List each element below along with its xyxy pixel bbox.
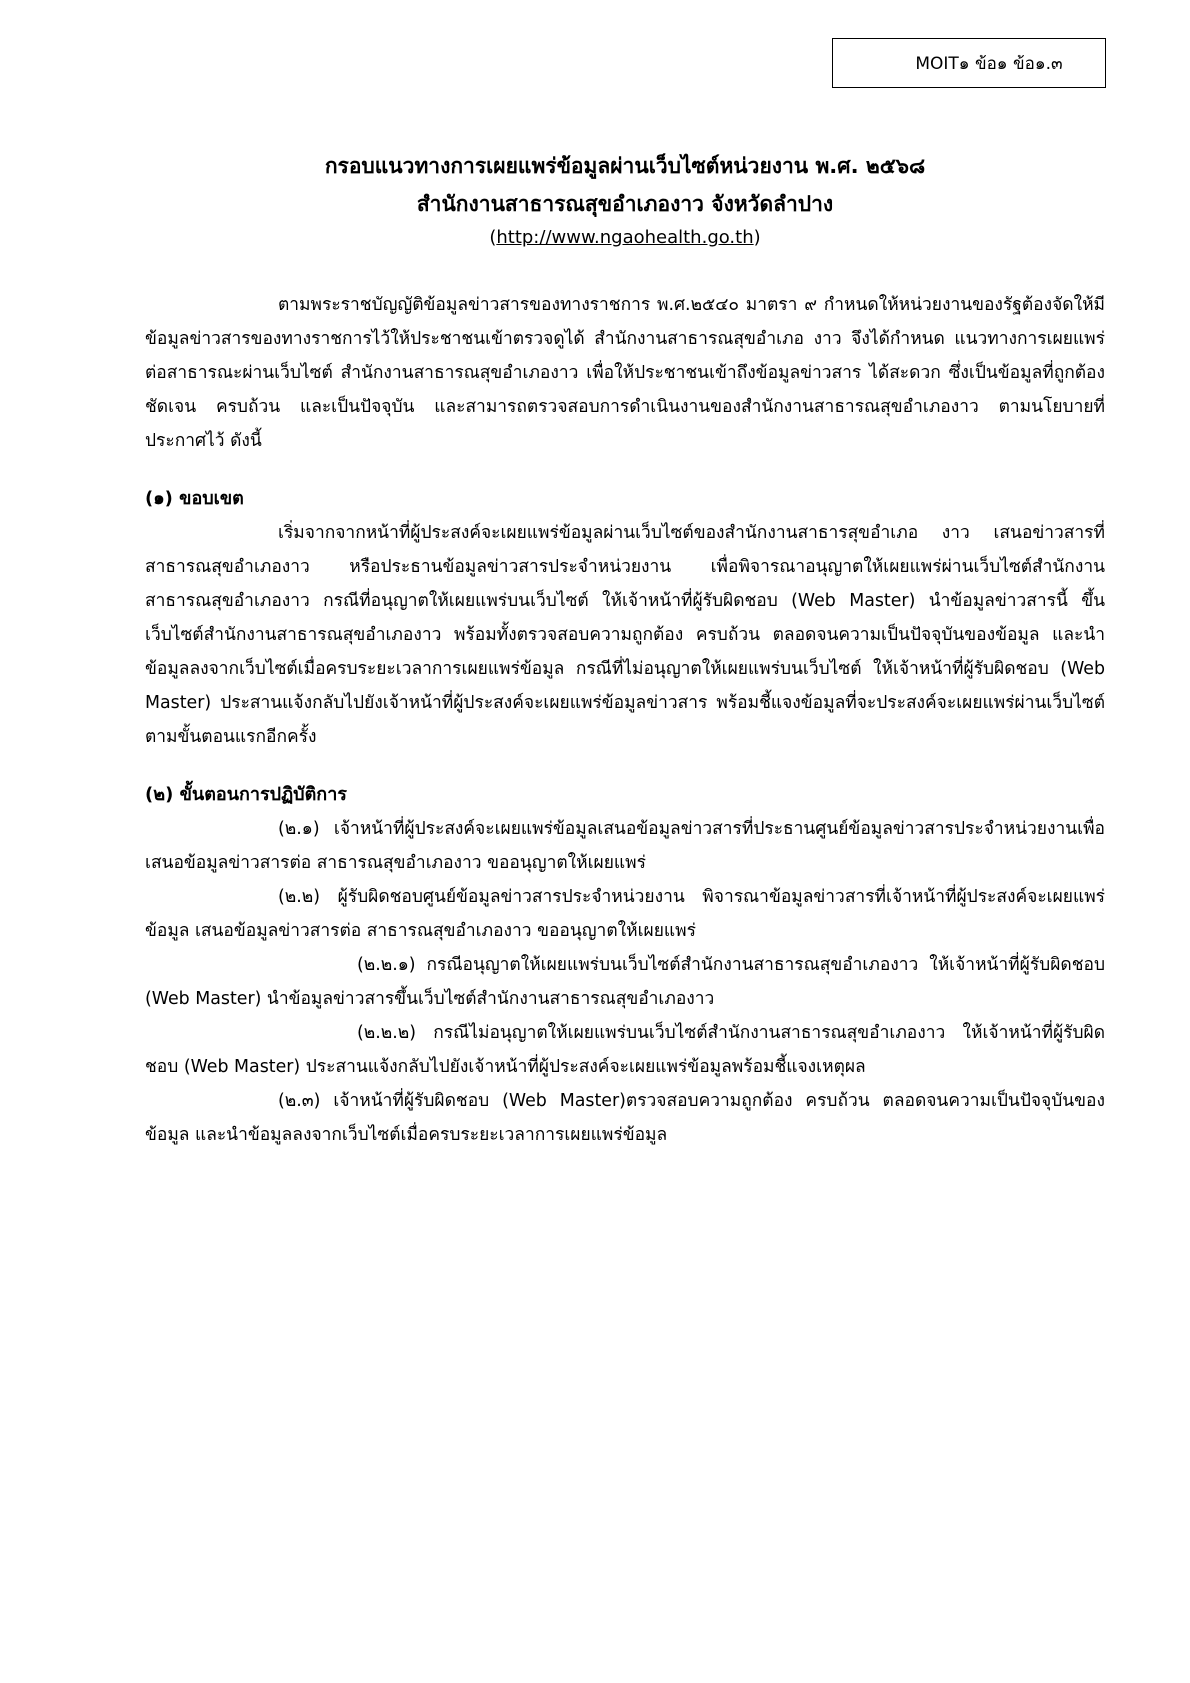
document-title: กรอบแนวทางการเผยแพร่ข้อมูลผ่านเว็บไซต์หน่วยงาน พ.ศ. ๒๕๖๘ bbox=[324, 154, 926, 178]
section-2-heading: (๒) ขั้นตอนการปฏิบัติการ bbox=[145, 784, 347, 805]
item-2-2-1: (๒.๒.๑) กรณีอนุญาตให้เผยแพร่บนเว็บไซต์สำนักงานสาธารณสุขอำเภองาว ให้เจ้าหน้าที่ผู้รับผิดชอบ (Web Master) นำข้อมูลข่าวสารขึ้นเว็บไซต์สำนักงานสาธารณสุขอำเภองาว bbox=[145, 955, 1105, 1009]
item-2-3: (๒.๓) เจ้าหน้าที่ผู้รับผิดชอบ (Web Master)ตรวจสอบความถูกต้อง ครบถ้วน ตลอดจนความเป็นปัจจุบันของข้อมูล และนำข้อมูลลงจากเว็บไซต์เมื่อครบระยะเวลาการเผยแพร่ข้อมูล bbox=[145, 1091, 1105, 1145]
url-close-paren: ) bbox=[753, 227, 761, 248]
intro-paragraph bbox=[145, 288, 1105, 458]
organization-name: สำนักงานสาธารณสุขอำเภองาว จังหวัดลำปาง bbox=[416, 192, 834, 216]
website-url-line bbox=[145, 223, 1105, 253]
section-1-text: เริ่มจากจากหน้าที่ผู้ประสงค์จะเผยแพร่ข้อมูลผ่านเว็บไซต์ของสำนักงานสาธารสุขอำเภอ งาว เสนอข่าวสารที่ สาธารณสุขอำเภองาว หรือประธานข้อมูลข่าวสารประจำหน่วยงาน เพื่อพิจารณาอนุญาตให้เผยแพร่ผ่านเว็บไซต์สำนักงานสาธารณสุขอำเภองาว กรณีที่อนุญาตให้เผยแพร่บนเว็บไซต์ ให้เจ้าหน้าที่ผู้รับผิดชอบ (Web Master) นำข้อมูลข่าวสารนี้ ขึ้นเว็บไซต์สำนักงานสาธารณสุขอำเภองาว พร้อมทั้งตรวจสอบความถูกต้อง ครบถ้วน ตลอดจนความเป็นปัจจุบันของข้อมูล และนำข้อมูลลงจากเว็บไซต์เมื่อครบระยะเวลาการเผยแพร่ข้อมูล กรณีที่ไม่อนุญาตให้เผยแพร่บนเว็บไซต์ ให้เจ้าหน้าที่ผู้รับผิดชอบ (Web Master) ประสานแจ้งกลับไปยังเจ้าหน้าที่ผู้ประสงค์จะเผยแพร่ข้อมูลข่าวสาร พร้อมชี้แจงข้อมูลที่จะประสงค์จะเผยแพร่ผ่านเว็บไซต์ ตามขั้นตอนแรกอีกครั้ง bbox=[145, 523, 1105, 747]
item-2-1: (๒.๑) เจ้าหน้าที่ผู้ประสงค์จะเผยแพร่ข้อมูลเสนอข้อมูลข่าวสารที่ประธานศูนย์ข้อมูลข่าวสารประจำหน่วยงานเพื่อเสนอข้อมูลข่าวสารต่อ สาธารณสุขอำเภองาว ขออนุญาตให้เผยแพร่ bbox=[145, 819, 1105, 873]
section-procedure bbox=[145, 778, 1105, 1152]
intro-text: ตามพระราชบัญญัติข้อมูลข่าวสารของทางราชการ พ.ศ.๒๕๔๐ มาตรา ๙ กำหนดให้หน่วยงานของรัฐต้องจัดให้มีข้อมูลข่าวสารของทางราชการไว้ให้ประชาชนเข้าตรวจดูได้ สำนักงานสาธารณสุขอำเภอ งาว จึงได้กำหนด แนวทางการเผยแพร่ต่อสาธารณะผ่านเว็บไซต์ สำนักงานสาธารณสุขอำเภองาว เพื่อให้ประชาชนเข้าถึงข้อมูลข่าวสาร ได้สะดวก ซึ่งเป็นข้อมูลที่ถูกต้อง ชัดเจน ครบถ้วน และเป็นปัจจุบัน และสามารถตรวจสอบการดำเนินงานของสำนักงานสาธารณสุขอำเภองาว ตามนโยบายที่ประกาศไว้ ดังนี้ bbox=[145, 295, 1105, 451]
item-2-2: (๒.๒) ผู้รับผิดชอบศูนย์ข้อมูลข่าวสารประจำหน่วยงาน พิจารณาข้อมูลข่าวสารที่เจ้าหน้าที่ผู้ประสงค์จะเผยแพร่ข้อมูล เสนอข้อมูลข่าวสารต่อ สาธารณสุขอำเภองาว ขออนุญาตให้เผยแพร่ bbox=[145, 887, 1105, 941]
website-link[interactable]: http://www.ngaohealth.go.th bbox=[496, 227, 754, 248]
item-2-2-2: (๒.๒.๒) กรณีไม่อนุญาตให้เผยแพร่บนเว็บไซต์สำนักงานสาธารณสุขอำเภองาว ให้เจ้าหน้าที่ผู้รับผิดชอบ (Web Master) ประสานแจ้งกลับไปยังเจ้าหน้าที่ผู้ประสงค์จะเผยแพร่ข้อมูลพร้อมชี้แจงเหตุผล bbox=[145, 1023, 1105, 1077]
section-scope bbox=[145, 482, 1105, 754]
url-open-paren: ( bbox=[489, 227, 497, 248]
section-1-heading: (๑) ขอบเขต bbox=[145, 488, 244, 509]
title-block bbox=[145, 147, 1105, 253]
reference-box: MOIT๑ ข้อ๑ ข้อ๑.๓ bbox=[832, 38, 1106, 88]
